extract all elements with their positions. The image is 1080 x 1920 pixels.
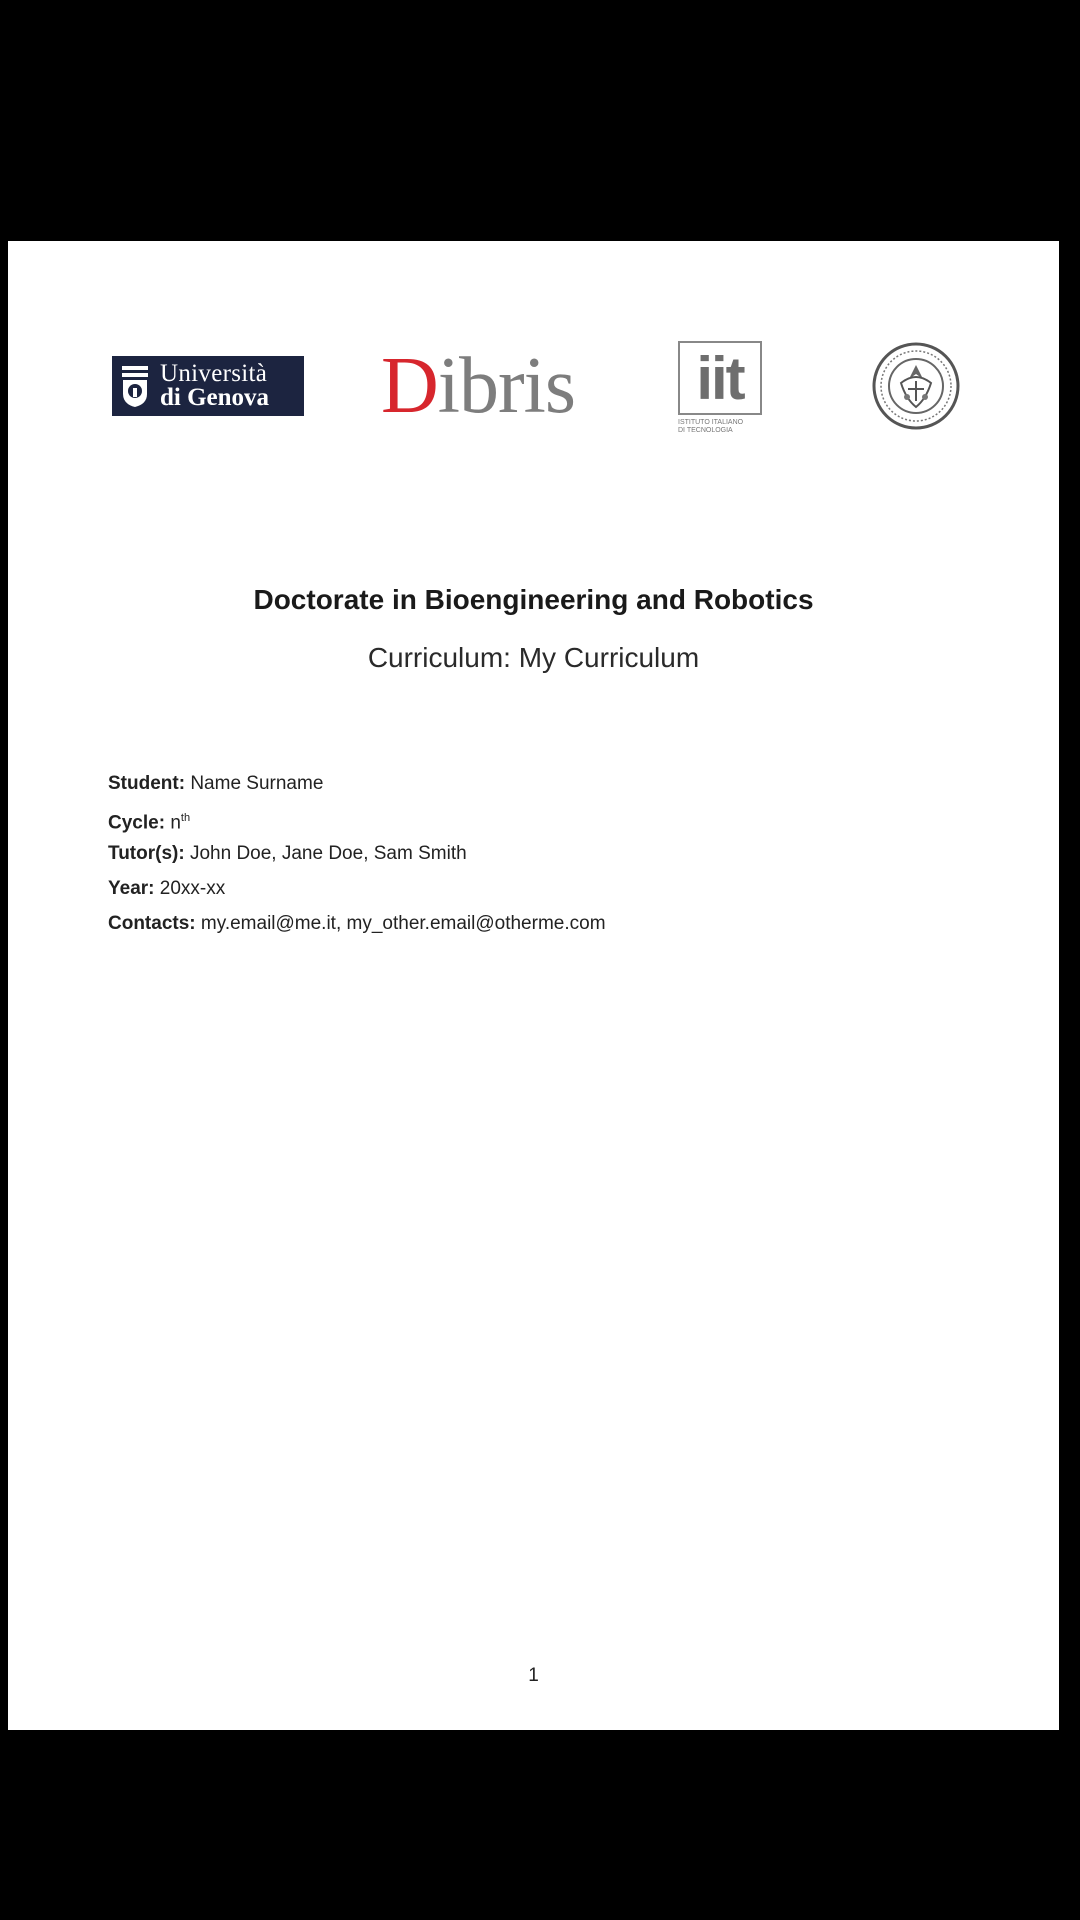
tutors-value: John Doe, Jane Doe, Sam Smith (189, 843, 467, 864)
dibris-wordmark: ibris (437, 342, 576, 430)
cycle-suffix: th (180, 812, 191, 824)
document-page (8, 241, 1059, 1730)
iit-subtitle (678, 419, 768, 435)
dibris-letter-d: D (381, 342, 438, 430)
year-value: 20xx-xx (159, 878, 226, 899)
tutors-label: Tutor(s): (108, 843, 185, 864)
seal-icon (871, 341, 961, 431)
contacts-row (108, 911, 606, 946)
cycle-label: Cycle: (108, 812, 166, 834)
iit-logo (672, 341, 768, 439)
student-info (108, 771, 606, 946)
unige-line1: Università (160, 360, 268, 387)
cycle-row (108, 806, 606, 841)
document-title: Doctorate in Bioengineering and Robotics (253, 584, 814, 615)
year-label: Year: (108, 878, 155, 899)
student-row (108, 771, 606, 806)
cycle-value: n (170, 812, 181, 834)
contacts-label: Contacts: (108, 913, 196, 934)
shield-icon (118, 362, 152, 410)
student-label: Student: (108, 773, 186, 794)
logo-header (8, 241, 1059, 461)
page-number: 1 (528, 1665, 539, 1686)
iit-subtitle-line1: ISTITUTO ITALIANO (678, 419, 744, 426)
tutors-row (108, 841, 606, 876)
unige-wordmark (160, 362, 269, 410)
iit-subtitle-line2: DI TECNOLOGIA (678, 427, 733, 434)
document-subtitle: Curriculum: My Curriculum (367, 642, 700, 673)
contacts-value: my.email@me.it, my_other.email@otherme.com (200, 913, 606, 934)
iit-wordmark: iit (678, 341, 762, 415)
year-row (108, 876, 606, 911)
unige-line2: di Genova (160, 384, 270, 411)
student-value: Name Surname (190, 773, 324, 794)
dibris-logo (381, 341, 575, 431)
unige-logo (112, 356, 304, 416)
